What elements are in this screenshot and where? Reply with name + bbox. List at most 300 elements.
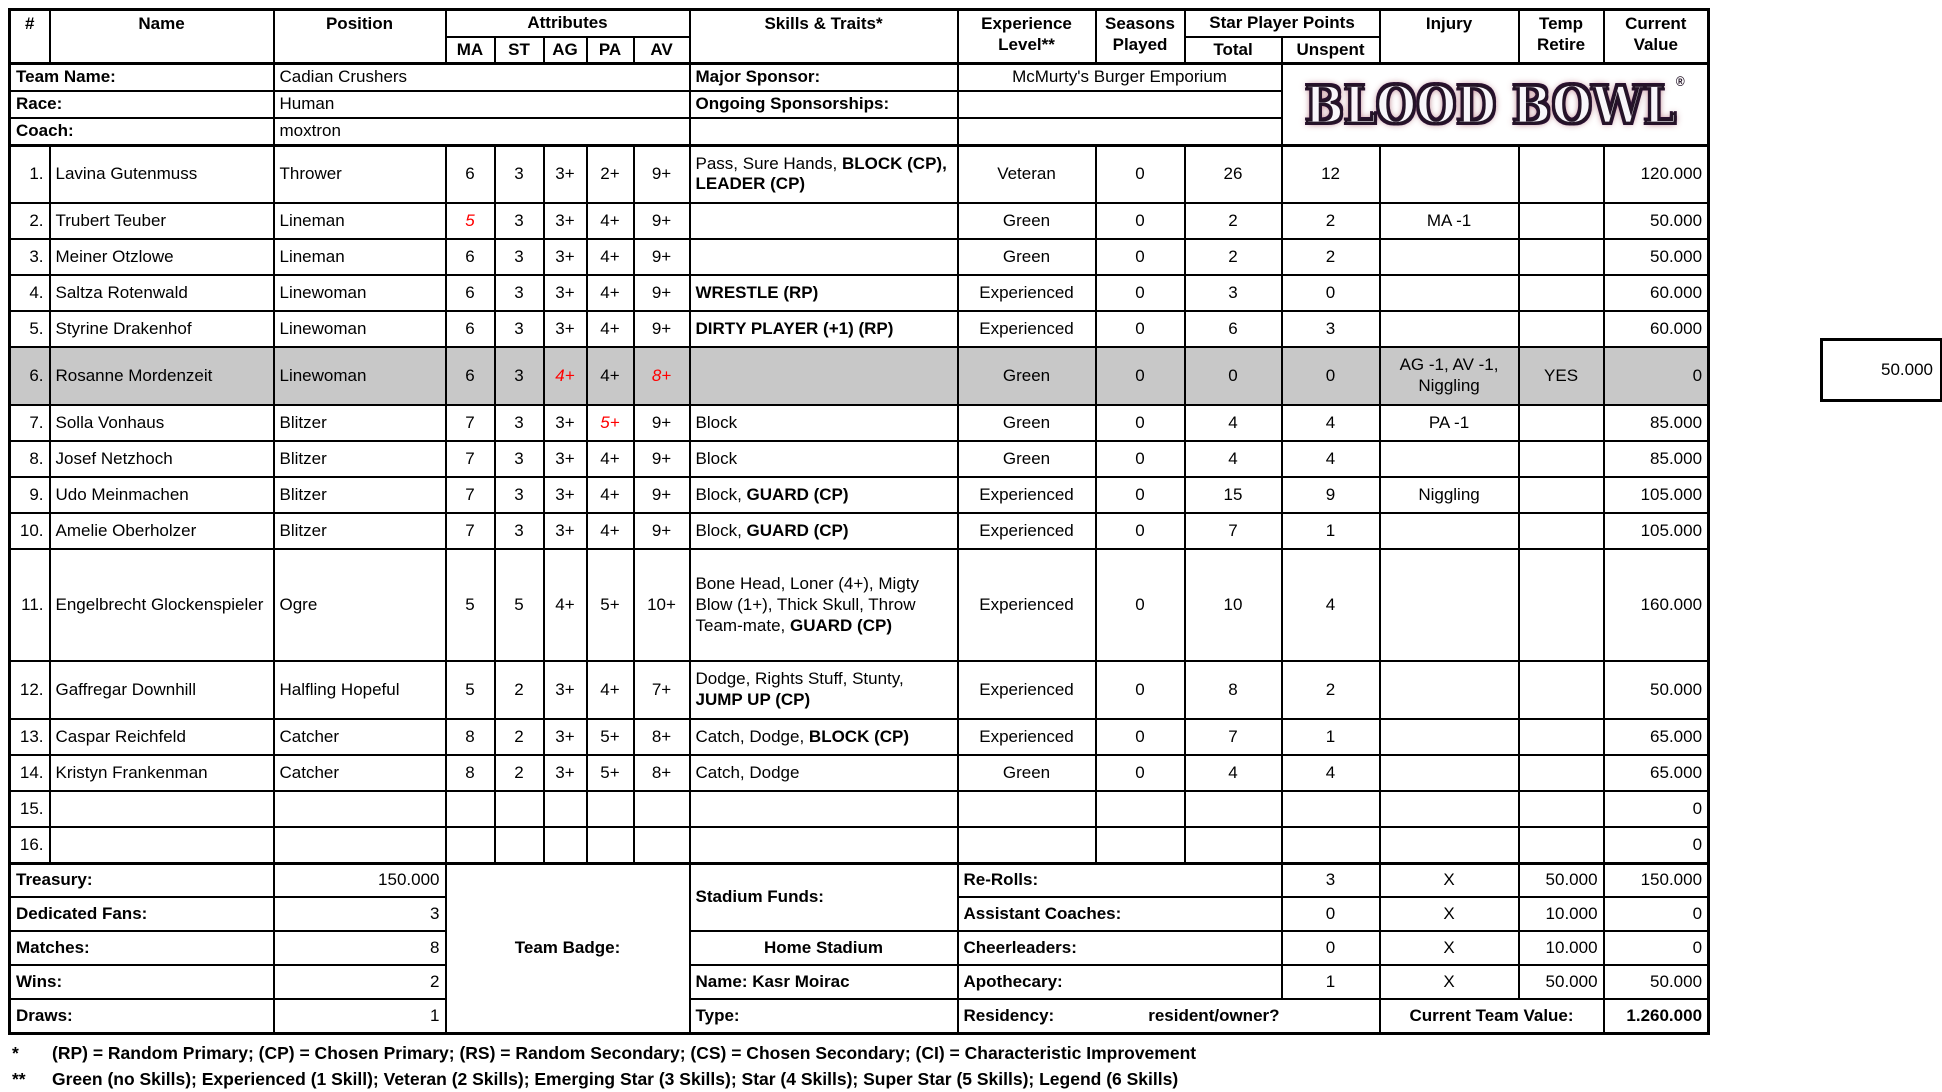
player-skills-cell[interactable]: [690, 239, 958, 275]
player-av-cell[interactable]: 8+: [634, 755, 690, 791]
player-injury-cell[interactable]: [1380, 239, 1519, 275]
player-st-cell[interactable]: [495, 791, 544, 827]
rerolls-count[interactable]: 3: [1282, 863, 1380, 897]
residency-label: Residency:: [963, 1005, 1055, 1025]
player-ma-cell[interactable]: [446, 791, 495, 827]
team-name-label: Team Name:: [10, 64, 274, 91]
race-value[interactable]: Human: [274, 91, 690, 118]
header-ma: MA: [446, 37, 495, 64]
player-av-cell[interactable]: 10+: [634, 549, 690, 661]
player-name-cell[interactable]: Styrine Drakenhof: [50, 311, 274, 347]
player-ma-cell[interactable]: 6: [446, 347, 495, 405]
player-av-cell[interactable]: [634, 827, 690, 863]
player-seasons-cell[interactable]: 0: [1096, 755, 1185, 791]
player-experience-cell[interactable]: Experienced: [958, 311, 1096, 347]
player-spp-unspent-cell[interactable]: [1282, 791, 1380, 827]
player-spp-total-cell[interactable]: 10: [1185, 549, 1282, 661]
player-position-cell[interactable]: Thrower: [274, 145, 446, 203]
major-sponsor-value[interactable]: McMurty's Burger Emporium: [958, 64, 1282, 91]
player-spp-unspent-cell[interactable]: [1282, 827, 1380, 863]
player-ag-cell[interactable]: 3+: [544, 203, 587, 239]
player-av-cell[interactable]: 7+: [634, 661, 690, 719]
player-name-cell[interactable]: Lavina Gutenmuss: [50, 145, 274, 203]
player-injury-cell[interactable]: [1380, 513, 1519, 549]
player-spp-total-cell[interactable]: 2: [1185, 239, 1282, 275]
blood-bowl-logo: [1282, 64, 1709, 145]
player-skills-cell[interactable]: [690, 549, 958, 661]
player-seasons-cell[interactable]: 0: [1096, 203, 1185, 239]
player-av-cell[interactable]: [634, 791, 690, 827]
player-injury-cell[interactable]: [1380, 755, 1519, 791]
player-ma-cell[interactable]: 5: [446, 203, 495, 239]
player-spp-unspent-cell[interactable]: 2: [1282, 661, 1380, 719]
player-spp-total-cell[interactable]: 4: [1185, 755, 1282, 791]
player-position-cell[interactable]: Ogre: [274, 549, 446, 661]
stadium-funds-cell[interactable]: [690, 863, 958, 931]
player-ag-cell[interactable]: 3+: [544, 275, 587, 311]
player-ma-cell[interactable]: 7: [446, 477, 495, 513]
player-injury-cell[interactable]: [1380, 145, 1519, 203]
player-ag-cell[interactable]: 3+: [544, 719, 587, 755]
player-experience-cell[interactable]: [958, 791, 1096, 827]
player-ma-cell[interactable]: 6: [446, 239, 495, 275]
player-injury-cell[interactable]: [1380, 549, 1519, 661]
player-av-cell[interactable]: 8+: [634, 347, 690, 405]
player-experience-cell[interactable]: Green: [958, 347, 1096, 405]
player-seasons-cell[interactable]: 0: [1096, 275, 1185, 311]
player-seasons-cell[interactable]: 0: [1096, 513, 1185, 549]
player-injury-cell[interactable]: Niggling: [1380, 477, 1519, 513]
player-temp-retire-cell[interactable]: [1519, 549, 1604, 661]
player-temp-retire-cell[interactable]: YES: [1519, 347, 1604, 405]
header-attributes: Attributes: [446, 10, 690, 37]
skill-segment: Catch, Dodge,: [695, 726, 809, 746]
player-seasons-cell[interactable]: 0: [1096, 145, 1185, 203]
player-st-cell[interactable]: 3: [495, 145, 544, 203]
player-current-value-cell[interactable]: 65.000: [1604, 755, 1709, 791]
matches-label: Matches:: [10, 931, 274, 965]
player-injury-cell[interactable]: [1380, 661, 1519, 719]
player-experience-cell[interactable]: Veteran: [958, 145, 1096, 203]
assistant-coaches-count[interactable]: 0: [1282, 897, 1380, 931]
player-st-cell[interactable]: 3: [495, 239, 544, 275]
treasury-value[interactable]: 150.000: [274, 863, 446, 897]
player-experience-cell[interactable]: Green: [958, 405, 1096, 441]
player-st-cell[interactable]: 3: [495, 203, 544, 239]
player-ag-cell[interactable]: 3+: [544, 145, 587, 203]
player-position-cell[interactable]: [274, 827, 446, 863]
ongoing-sponsorships-value[interactable]: [958, 91, 1282, 118]
player-st-cell[interactable]: 2: [495, 661, 544, 719]
player-number-cell: 5.: [10, 311, 50, 347]
player-av-cell[interactable]: 9+: [634, 203, 690, 239]
player-name-cell[interactable]: Gaffregar Downhill: [50, 661, 274, 719]
player-injury-cell[interactable]: PA -1: [1380, 405, 1519, 441]
player-position-cell[interactable]: Linewoman: [274, 275, 446, 311]
wins-label: Wins:: [10, 965, 274, 999]
player-spp-total-cell[interactable]: 7: [1185, 513, 1282, 549]
player-name-cell[interactable]: Udo Meinmachen: [50, 477, 274, 513]
player-pa-cell[interactable]: 4+: [587, 347, 634, 405]
player-skills-cell[interactable]: [690, 661, 958, 719]
player-injury-cell[interactable]: [1380, 719, 1519, 755]
player-av-cell[interactable]: 9+: [634, 145, 690, 203]
player-st-cell[interactable]: 3: [495, 441, 544, 477]
player-seasons-cell[interactable]: 0: [1096, 719, 1185, 755]
stadium-funds-label: Stadium Funds:: [695, 887, 824, 907]
player-seasons-cell[interactable]: [1096, 827, 1185, 863]
player-name-cell[interactable]: Amelie Oberholzer: [50, 513, 274, 549]
player-seasons-cell[interactable]: 0: [1096, 239, 1185, 275]
player-experience-cell[interactable]: Green: [958, 441, 1096, 477]
player-experience-cell[interactable]: Experienced: [958, 513, 1096, 549]
wins-value[interactable]: 2: [274, 965, 446, 999]
player-temp-retire-cell[interactable]: [1519, 791, 1604, 827]
player-skills-cell[interactable]: [690, 311, 958, 347]
player-st-cell[interactable]: 3: [495, 311, 544, 347]
player-spp-unspent-cell[interactable]: 4: [1282, 755, 1380, 791]
footnotes: [8, 1040, 1710, 1092]
player-temp-retire-cell[interactable]: [1519, 239, 1604, 275]
team-badge-cell[interactable]: [446, 863, 690, 1033]
home-stadium-header: Home Stadium: [690, 931, 958, 965]
roster-table-area: [8, 8, 1710, 1092]
player-st-cell[interactable]: [495, 827, 544, 863]
skill-segment: Catch, Dodge: [695, 762, 800, 782]
player-current-value-cell[interactable]: 85.000: [1604, 441, 1709, 477]
player-name-cell[interactable]: Meiner Otzlowe: [50, 239, 274, 275]
player-number-cell: 2.: [10, 203, 50, 239]
player-ag-cell[interactable]: 3+: [544, 755, 587, 791]
assistant-coaches-x: X: [1380, 897, 1519, 931]
player-skills-cell[interactable]: [690, 441, 958, 477]
player-spp-unspent-cell[interactable]: 4: [1282, 549, 1380, 661]
player-spp-unspent-cell[interactable]: 3: [1282, 311, 1380, 347]
player-position-cell[interactable]: Blitzer: [274, 441, 446, 477]
player-injury-cell[interactable]: [1380, 827, 1519, 863]
player-pa-cell[interactable]: 4+: [587, 513, 634, 549]
player-injury-cell[interactable]: AG -1, AV -1, Niggling: [1380, 347, 1519, 405]
player-av-cell[interactable]: 9+: [634, 513, 690, 549]
player-skills-cell[interactable]: [690, 827, 958, 863]
player-spp-total-cell[interactable]: 6: [1185, 311, 1282, 347]
player-spp-unspent-cell[interactable]: 0: [1282, 347, 1380, 405]
player-skills-cell[interactable]: [690, 405, 958, 441]
player-skills-cell[interactable]: [690, 275, 958, 311]
player-ag-cell[interactable]: 3+: [544, 239, 587, 275]
player-current-value-cell[interactable]: 160.000: [1604, 549, 1709, 661]
player-seasons-cell[interactable]: 0: [1096, 441, 1185, 477]
team-info-section: [10, 64, 1709, 145]
player-current-value-cell[interactable]: 50.000: [1604, 203, 1709, 239]
player-ag-cell[interactable]: 3+: [544, 405, 587, 441]
player-position-cell[interactable]: Catcher: [274, 719, 446, 755]
major-sponsor-label: Major Sponsor:: [690, 64, 958, 91]
player-skills-cell[interactable]: [690, 203, 958, 239]
player-spp-unspent-cell[interactable]: 2: [1282, 239, 1380, 275]
current-team-value: 1.260.000: [1604, 999, 1709, 1033]
residency-cell[interactable]: [958, 999, 1380, 1033]
header-injury: Injury: [1380, 10, 1519, 64]
coach-value[interactable]: moxtron: [274, 118, 690, 145]
player-current-value-cell[interactable]: 85.000: [1604, 405, 1709, 441]
header-pa: PA: [587, 37, 634, 64]
player-row: [10, 275, 1709, 311]
player-current-value-cell[interactable]: 0: [1604, 347, 1709, 405]
player-pa-cell[interactable]: 4+: [587, 275, 634, 311]
apothecary-count[interactable]: 1: [1282, 965, 1380, 999]
player-spp-total-cell[interactable]: 7: [1185, 719, 1282, 755]
player-seasons-cell[interactable]: 0: [1096, 477, 1185, 513]
player-seasons-cell[interactable]: 0: [1096, 661, 1185, 719]
player-seasons-cell[interactable]: 0: [1096, 347, 1185, 405]
player-pa-cell[interactable]: 2+: [587, 145, 634, 203]
player-experience-cell[interactable]: Experienced: [958, 275, 1096, 311]
player-skills-cell[interactable]: [690, 513, 958, 549]
player-ag-cell[interactable]: [544, 827, 587, 863]
rerolls-cost: 50.000: [1519, 863, 1604, 897]
player-current-value-cell[interactable]: 60.000: [1604, 275, 1709, 311]
stadium-name-cell[interactable]: Name: Kasr Moirac: [690, 965, 958, 999]
player-temp-retire-cell[interactable]: [1519, 275, 1604, 311]
player-row: [10, 549, 1709, 661]
player-name-cell[interactable]: Rosanne Mordenzeit: [50, 347, 274, 405]
dedicated-fans-value[interactable]: 3: [274, 897, 446, 931]
player-temp-retire-cell[interactable]: [1519, 311, 1604, 347]
player-pa-cell[interactable]: 4+: [587, 441, 634, 477]
player-av-cell[interactable]: 9+: [634, 311, 690, 347]
player-st-cell[interactable]: 5: [495, 549, 544, 661]
player-experience-cell[interactable]: Green: [958, 239, 1096, 275]
player-skills-cell[interactable]: [690, 145, 958, 203]
player-spp-total-cell[interactable]: 0: [1185, 347, 1282, 405]
player-experience-cell[interactable]: Experienced: [958, 661, 1096, 719]
header-star-player-points: Star Player Points: [1185, 10, 1380, 37]
player-ag-cell[interactable]: 3+: [544, 441, 587, 477]
player-row: [10, 145, 1709, 203]
player-skills-cell[interactable]: [690, 347, 958, 405]
player-current-value-cell[interactable]: 0: [1604, 827, 1709, 863]
player-position-cell[interactable]: Linewoman: [274, 347, 446, 405]
player-experience-cell[interactable]: Green: [958, 203, 1096, 239]
player-spp-unspent-cell[interactable]: 2: [1282, 203, 1380, 239]
player-name-cell[interactable]: Kristyn Frankenman: [50, 755, 274, 791]
player-position-cell[interactable]: Blitzer: [274, 513, 446, 549]
player-current-value-cell[interactable]: 50.000: [1604, 661, 1709, 719]
player-spp-total-cell[interactable]: 2: [1185, 203, 1282, 239]
player-av-cell[interactable]: 9+: [634, 405, 690, 441]
player-ag-cell[interactable]: 3+: [544, 661, 587, 719]
player-st-cell[interactable]: 3: [495, 513, 544, 549]
player-spp-total-cell[interactable]: [1185, 827, 1282, 863]
player-number-cell: 13.: [10, 719, 50, 755]
player-temp-retire-cell[interactable]: [1519, 203, 1604, 239]
player-av-cell[interactable]: 9+: [634, 275, 690, 311]
player-experience-cell[interactable]: Experienced: [958, 549, 1096, 661]
player-row: [10, 405, 1709, 441]
side-value-box[interactable]: [1820, 338, 1942, 402]
player-ma-cell[interactable]: 5: [446, 661, 495, 719]
player-seasons-cell[interactable]: 0: [1096, 549, 1185, 661]
player-ma-cell[interactable]: 8: [446, 719, 495, 755]
player-temp-retire-cell[interactable]: [1519, 145, 1604, 203]
player-spp-unspent-cell[interactable]: 1: [1282, 719, 1380, 755]
player-spp-total-cell[interactable]: 26: [1185, 145, 1282, 203]
player-injury-cell[interactable]: [1380, 311, 1519, 347]
player-pa-cell[interactable]: 5+: [587, 549, 634, 661]
player-name-cell[interactable]: Trubert Teuber: [50, 203, 274, 239]
player-name-cell[interactable]: [50, 827, 274, 863]
player-ag-cell[interactable]: 3+: [544, 311, 587, 347]
player-name-cell[interactable]: [50, 791, 274, 827]
player-current-value-cell[interactable]: 120.000: [1604, 145, 1709, 203]
player-injury-cell[interactable]: [1380, 791, 1519, 827]
player-experience-cell[interactable]: Experienced: [958, 477, 1096, 513]
player-position-cell[interactable]: Blitzer: [274, 405, 446, 441]
player-spp-total-cell[interactable]: 4: [1185, 405, 1282, 441]
player-ag-cell[interactable]: 4+: [544, 347, 587, 405]
player-st-cell[interactable]: 2: [495, 719, 544, 755]
player-experience-cell[interactable]: Experienced: [958, 719, 1096, 755]
player-position-cell[interactable]: Lineman: [274, 203, 446, 239]
player-row: [10, 203, 1709, 239]
player-injury-cell[interactable]: MA -1: [1380, 203, 1519, 239]
player-pa-cell[interactable]: 5+: [587, 755, 634, 791]
player-pa-cell[interactable]: 4+: [587, 239, 634, 275]
player-row: [10, 477, 1709, 513]
player-st-cell[interactable]: 2: [495, 755, 544, 791]
player-current-value-cell[interactable]: 50.000: [1604, 239, 1709, 275]
player-position-cell[interactable]: Lineman: [274, 239, 446, 275]
player-experience-cell[interactable]: Green: [958, 755, 1096, 791]
player-skills-cell[interactable]: [690, 477, 958, 513]
player-skills-cell[interactable]: [690, 719, 958, 755]
player-position-cell[interactable]: Catcher: [274, 755, 446, 791]
player-pa-cell[interactable]: [587, 791, 634, 827]
player-spp-total-cell[interactable]: 8: [1185, 661, 1282, 719]
player-ma-cell[interactable]: 7: [446, 513, 495, 549]
header-position: Position: [274, 10, 446, 64]
player-current-value-cell[interactable]: 60.000: [1604, 311, 1709, 347]
player-ma-cell[interactable]: 6: [446, 275, 495, 311]
player-current-value-cell[interactable]: 0: [1604, 791, 1709, 827]
player-current-value-cell[interactable]: 105.000: [1604, 513, 1709, 549]
player-experience-cell[interactable]: [958, 827, 1096, 863]
player-av-cell[interactable]: 9+: [634, 477, 690, 513]
dedicated-fans-label: Dedicated Fans:: [10, 897, 274, 931]
player-temp-retire-cell[interactable]: [1519, 477, 1604, 513]
player-pa-cell[interactable]: 4+: [587, 311, 634, 347]
player-skills-cell[interactable]: [690, 755, 958, 791]
player-name-cell[interactable]: Solla Vonhaus: [50, 405, 274, 441]
skill-segment: Dodge, Rights Stuff, Stunty,: [695, 669, 904, 689]
player-row: [10, 719, 1709, 755]
player-skills-cell[interactable]: [690, 791, 958, 827]
player-spp-unspent-cell[interactable]: 4: [1282, 405, 1380, 441]
player-spp-total-cell[interactable]: 4: [1185, 441, 1282, 477]
player-injury-cell[interactable]: [1380, 275, 1519, 311]
player-ma-cell[interactable]: 6: [446, 145, 495, 203]
player-name-cell[interactable]: Engelbrecht Glockenspieler: [50, 549, 274, 661]
skill-segment: Block: [695, 412, 738, 432]
player-spp-unspent-cell[interactable]: 1: [1282, 513, 1380, 549]
player-name-cell[interactable]: Josef Netzhoch: [50, 441, 274, 477]
player-spp-total-cell[interactable]: [1185, 791, 1282, 827]
player-spp-total-cell[interactable]: 15: [1185, 477, 1282, 513]
player-spp-unspent-cell[interactable]: 0: [1282, 275, 1380, 311]
cheerleaders-cost: 10.000: [1519, 931, 1604, 965]
player-ma-cell[interactable]: 6: [446, 311, 495, 347]
current-team-value-label: Current Team Value:: [1380, 999, 1604, 1033]
matches-value[interactable]: 8: [274, 931, 446, 965]
player-injury-cell[interactable]: [1380, 441, 1519, 477]
player-name-cell[interactable]: Saltza Rotenwald: [50, 275, 274, 311]
player-ag-cell[interactable]: 3+: [544, 513, 587, 549]
player-current-value-cell[interactable]: 105.000: [1604, 477, 1709, 513]
player-av-cell[interactable]: 8+: [634, 719, 690, 755]
player-ag-cell[interactable]: 4+: [544, 549, 587, 661]
player-current-value-cell[interactable]: 65.000: [1604, 719, 1709, 755]
player-position-cell[interactable]: [274, 791, 446, 827]
stadium-type-cell[interactable]: Type:: [690, 999, 958, 1033]
player-ag-cell[interactable]: 3+: [544, 477, 587, 513]
player-ma-cell[interactable]: [446, 827, 495, 863]
player-temp-retire-cell[interactable]: [1519, 513, 1604, 549]
player-av-cell[interactable]: 9+: [634, 441, 690, 477]
player-name-cell[interactable]: Caspar Reichfeld: [50, 719, 274, 755]
player-temp-retire-cell[interactable]: [1519, 661, 1604, 719]
player-st-cell[interactable]: 3: [495, 347, 544, 405]
cheerleaders-count[interactable]: 0: [1282, 931, 1380, 965]
player-pa-cell[interactable]: [587, 827, 634, 863]
player-st-cell[interactable]: 3: [495, 275, 544, 311]
draws-value[interactable]: 1: [274, 999, 446, 1033]
player-seasons-cell[interactable]: 0: [1096, 311, 1185, 347]
player-temp-retire-cell[interactable]: [1519, 441, 1604, 477]
players-section: [10, 145, 1709, 863]
apothecary-total: 50.000: [1604, 965, 1709, 999]
player-spp-unspent-cell[interactable]: 4: [1282, 441, 1380, 477]
player-number-cell: 12.: [10, 661, 50, 719]
player-pa-cell[interactable]: 4+: [587, 203, 634, 239]
player-seasons-cell[interactable]: 0: [1096, 405, 1185, 441]
player-pa-cell[interactable]: 4+: [587, 661, 634, 719]
player-seasons-cell[interactable]: [1096, 791, 1185, 827]
player-pa-cell[interactable]: 4+: [587, 477, 634, 513]
player-av-cell[interactable]: 9+: [634, 239, 690, 275]
player-temp-retire-cell[interactable]: [1519, 719, 1604, 755]
player-position-cell[interactable]: Blitzer: [274, 477, 446, 513]
player-st-cell[interactable]: 3: [495, 405, 544, 441]
player-spp-unspent-cell[interactable]: 12: [1282, 145, 1380, 203]
player-spp-unspent-cell[interactable]: 9: [1282, 477, 1380, 513]
team-name-value[interactable]: Cadian Crushers: [274, 64, 690, 91]
player-ag-cell[interactable]: [544, 791, 587, 827]
player-pa-cell[interactable]: 5+: [587, 405, 634, 441]
player-position-cell[interactable]: Linewoman: [274, 311, 446, 347]
player-st-cell[interactable]: 3: [495, 477, 544, 513]
player-position-cell[interactable]: Halfling Hopeful: [274, 661, 446, 719]
player-pa-cell[interactable]: 5+: [587, 719, 634, 755]
player-spp-total-cell[interactable]: 3: [1185, 275, 1282, 311]
player-ma-cell[interactable]: 7: [446, 441, 495, 477]
player-temp-retire-cell[interactable]: [1519, 827, 1604, 863]
player-ma-cell[interactable]: 8: [446, 755, 495, 791]
player-temp-retire-cell[interactable]: [1519, 755, 1604, 791]
player-temp-retire-cell[interactable]: [1519, 405, 1604, 441]
player-ma-cell[interactable]: 7: [446, 405, 495, 441]
player-ma-cell[interactable]: 5: [446, 549, 495, 661]
